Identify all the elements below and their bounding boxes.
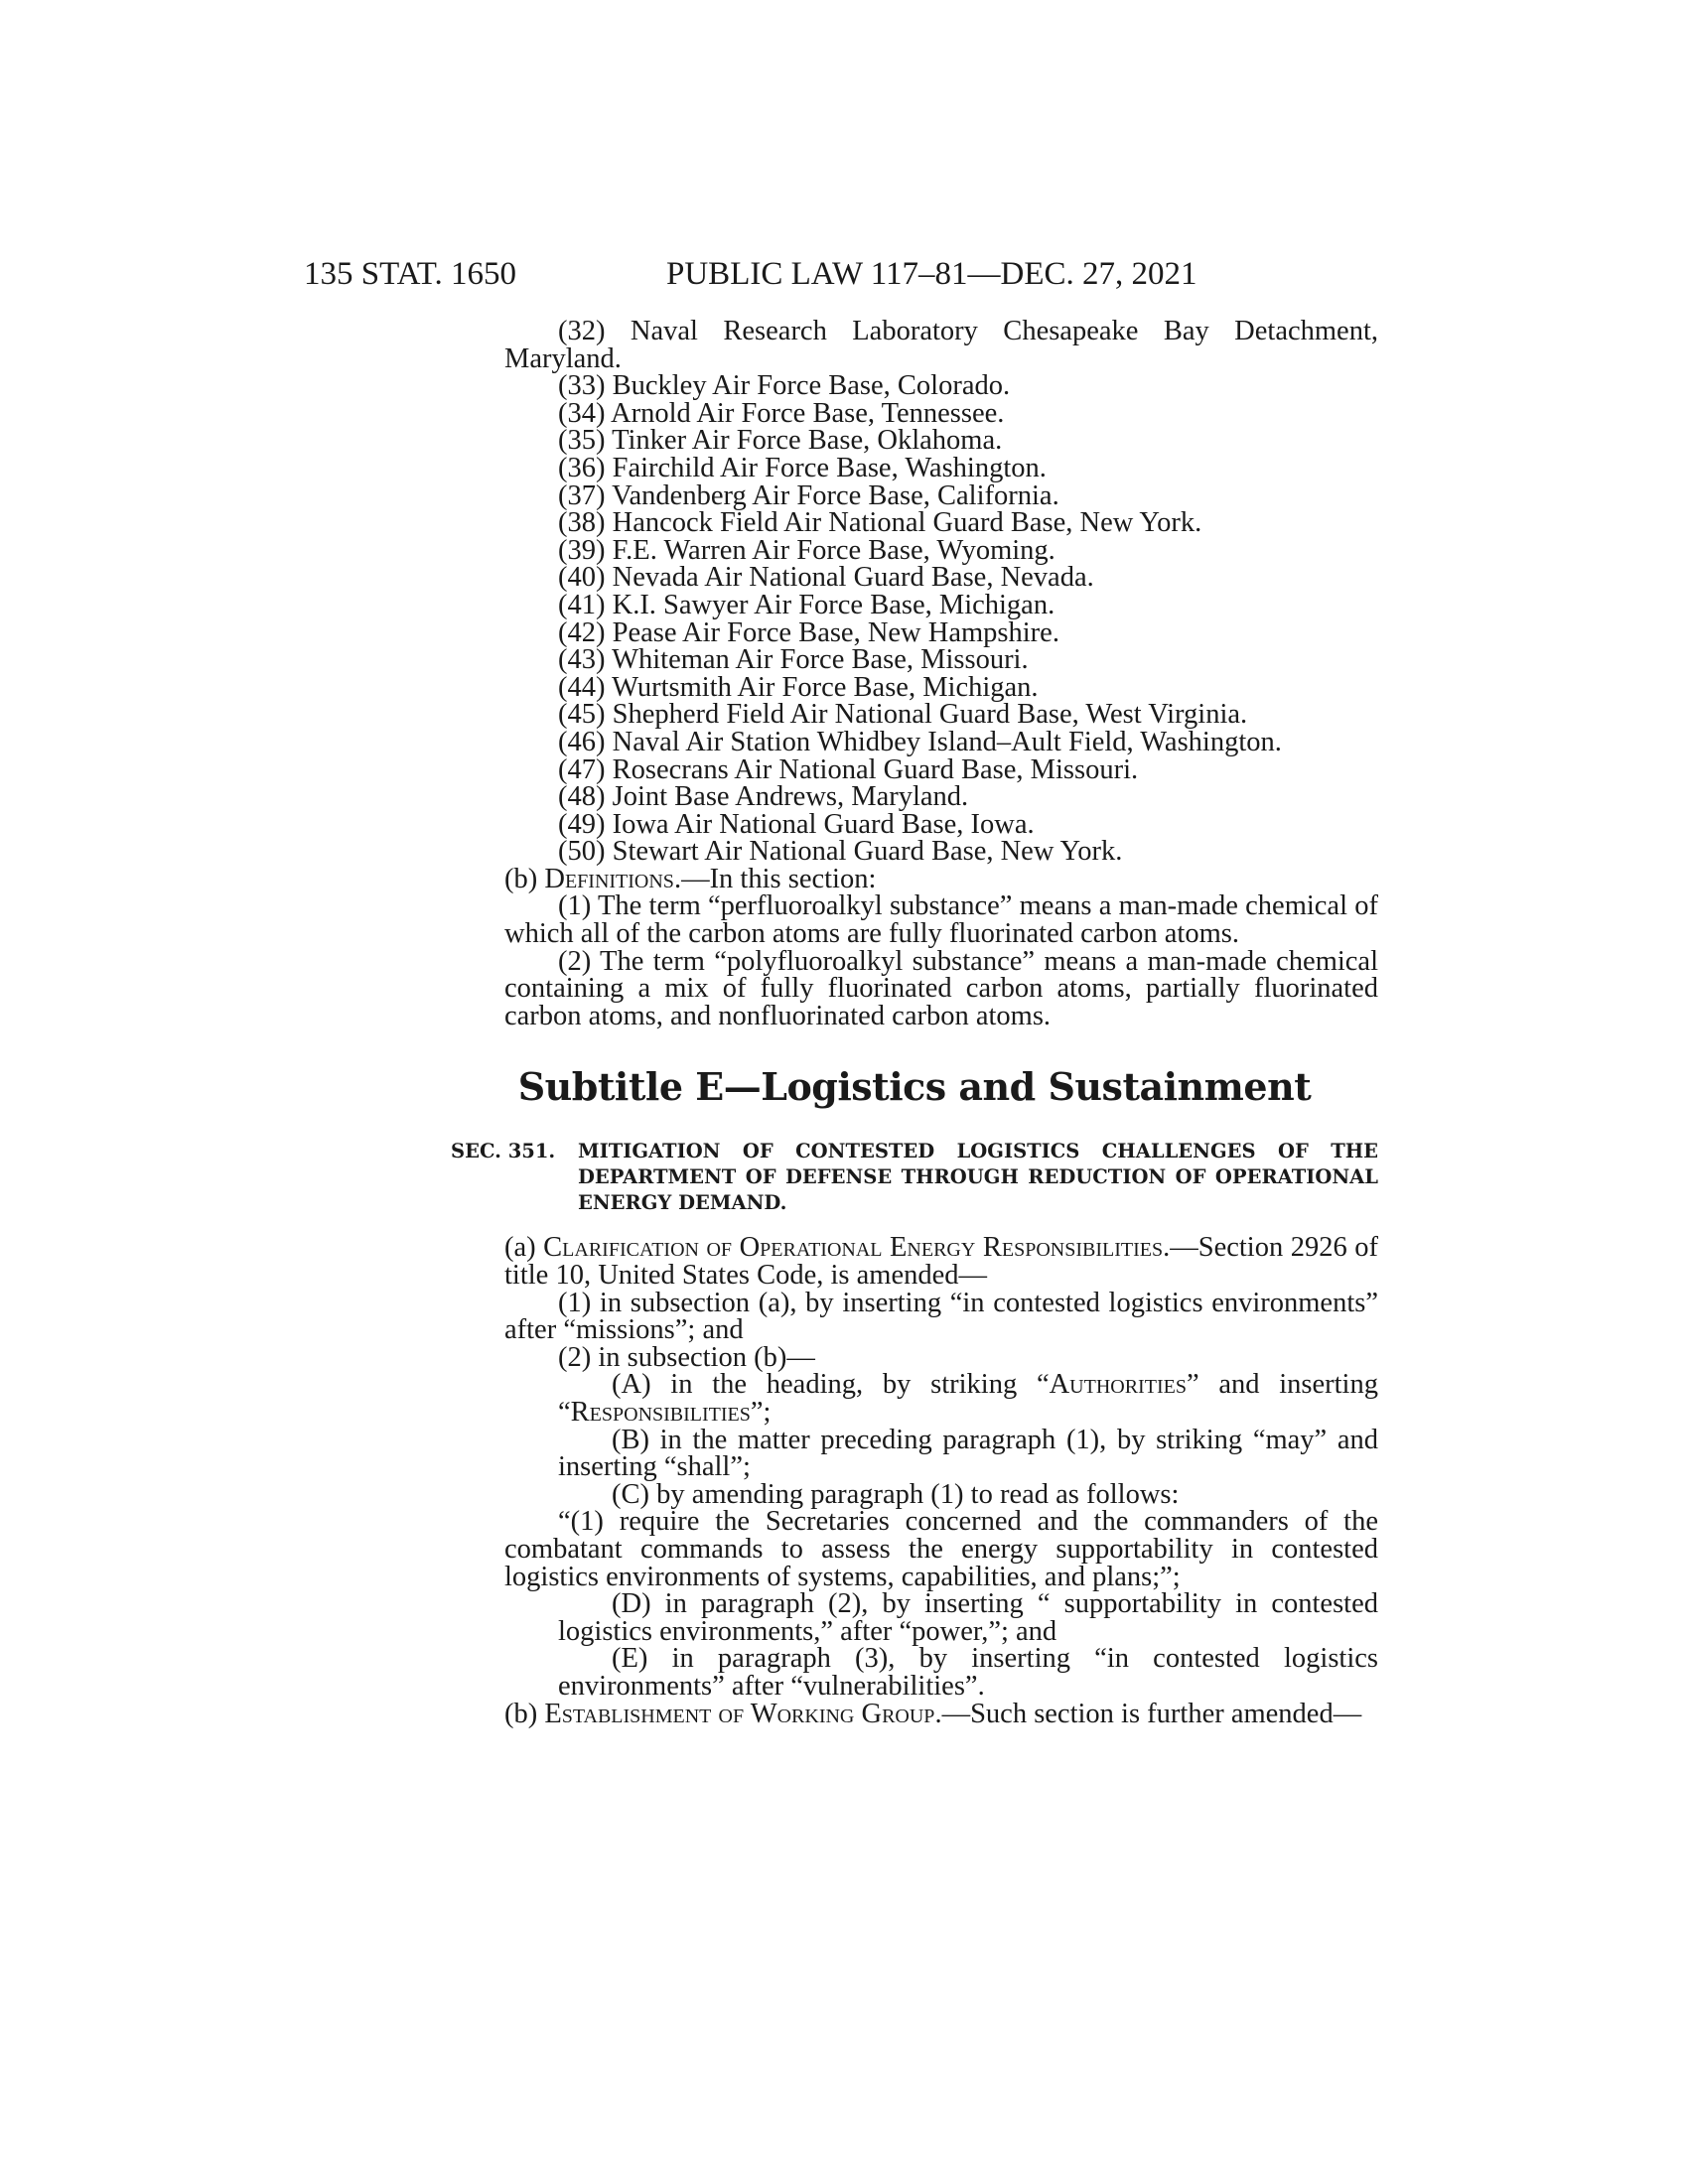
page-header — [304, 254, 1376, 294]
stat-page-number: 135 STAT. 1650 — [304, 256, 517, 292]
installation-list — [504, 318, 1378, 866]
subparagraph-D: (D) in paragraph (2), by inserting “ supportability in contested logistics environments,” after “power,”; and — [558, 1588, 1378, 1647]
definitions-heading: Definitions — [544, 863, 674, 894]
definitions-prefix: (b) — [504, 863, 545, 894]
list-item: (37) Vandenberg Air Force Base, California. — [558, 479, 1059, 511]
paragraph-a-heading: Clarification of Operational Energy Responsibilities — [543, 1232, 1164, 1264]
subparagraph-C: (C) by amending paragraph (1) to read as follows: — [612, 1478, 1180, 1510]
public-law-line: PUBLIC LAW 117–81—DEC. 27, 2021 — [666, 256, 1197, 292]
list-item: (47) Rosecrans Air National Guard Base, Missouri. — [558, 753, 1139, 785]
subparagraph-A-end: ”; — [750, 1397, 772, 1428]
list-item: (44) Wurtsmith Air Force Base, Michigan. — [558, 671, 1039, 703]
list-item: (45) Shepherd Field Air National Guard Base, West Virginia. — [558, 699, 1248, 731]
list-item: (46) Naval Air Station Whidbey Island–Ault Field, Washington. — [558, 726, 1282, 757]
subparagraph-B: (B) in the matter preceding paragraph (1), by striking “may” and inserting “shall”; — [558, 1424, 1378, 1483]
subparagraph-A-mid: ” and inserting “ — [558, 1369, 1378, 1428]
authorities-term: Authorities — [1049, 1369, 1187, 1401]
list-item: (49) Iowa Air National Guard Base, Iowa. — [558, 808, 1035, 840]
list-item: (40) Nevada Air National Guard Base, Nevada. — [558, 562, 1094, 594]
list-item: (32) Naval Research Laboratory Chesapeake Bay Detachment, Maryland. — [504, 316, 1378, 374]
paragraph-a — [504, 1232, 1379, 1292]
list-item: (42) Pease Air Force Base, New Hampshire. — [558, 616, 1059, 648]
list-item: (48) Joint Base Andrews, Maryland. — [558, 781, 969, 813]
paragraph-b-heading: Establishment of Working Group — [544, 1698, 935, 1729]
section-title: MITIGATION OF CONTESTED LOGISTICS CHALLENGES OF THE DEPARTMENT OF DEFENSE THROUGH REDUCTION OF OPERATIONAL ENERGY DEMAND. — [578, 1140, 1378, 1215]
quoted-paragraph: “(1) require the Secretaries concerned and the commanders of the combatant commands to assess the energy supportability in contested logistics environments of systems, capabilities, and plans;”; — [504, 1506, 1378, 1592]
list-item: (36) Fairchild Air Force Base, Washington. — [558, 452, 1047, 483]
definition-item: (2) The term “polyfluoroalkyl substance” means a man-made chemical containing a mix of fully fluorinated carbon atoms, partially fluorinated carbon atoms, and nonfluorinated carbon atoms. — [504, 945, 1378, 1031]
page-body — [451, 316, 1379, 1729]
list-item: (39) F.E. Warren Air Force Base, Wyoming. — [558, 534, 1055, 566]
list-item: (41) K.I. Sawyer Air Force Base, Michigan. — [558, 589, 1055, 620]
paragraph-b-prefix: (b) — [504, 1698, 545, 1729]
list-item: (33) Buckley Air Force Base, Colorado. — [558, 370, 1011, 402]
subparagraph-A — [504, 1371, 1378, 1426]
paragraph-b-lead: .—Such section is further amended— — [934, 1698, 1362, 1729]
definitions-paragraph — [504, 863, 1378, 894]
list-item: (50) Stewart Air National Guard Base, New York. — [558, 836, 1123, 868]
paragraph-a-item: (2) in subsection (b)— — [558, 1341, 815, 1373]
responsibilities-term: Responsibilities — [570, 1397, 751, 1428]
paragraph-a-prefix: (a) — [504, 1232, 544, 1264]
definition-item: (1) The term “perfluoroalkyl substance” means a man-made chemical of which all of the carbon atoms are fully fluorinated carbon atoms. — [504, 890, 1378, 950]
list-item: (43) Whiteman Air Force Base, Missouri. — [558, 644, 1029, 676]
definitions-lead: .—In this section: — [673, 863, 877, 894]
list-item: (35) Tinker Air Force Base, Oklahoma. — [558, 425, 1003, 457]
section-number: SEC. 351. — [451, 1140, 556, 1163]
paragraph-b — [504, 1698, 1378, 1729]
subparagraph-A-text: (A) in the heading, by striking “ — [612, 1369, 1050, 1401]
paragraph-a-item: (1) in subsection (a), by inserting “in contested logistics environments” after “missions”; and — [504, 1287, 1378, 1346]
subtitle-heading: Subtitle E—Logistics and Sustainment — [517, 1064, 1312, 1110]
subparagraph-E: (E) in paragraph (3), by inserting “in contested logistics environments” after “vulnerabilities”. — [558, 1643, 1378, 1702]
list-item: (38) Hancock Field Air National Guard Base, New York. — [558, 507, 1202, 539]
paragraph-a-lead: .—Section 2926 of title 10, United States Code, is amended— — [504, 1232, 1379, 1292]
list-item: (34) Arnold Air Force Base, Tennessee. — [558, 397, 1005, 429]
section-heading — [451, 1139, 1378, 1216]
